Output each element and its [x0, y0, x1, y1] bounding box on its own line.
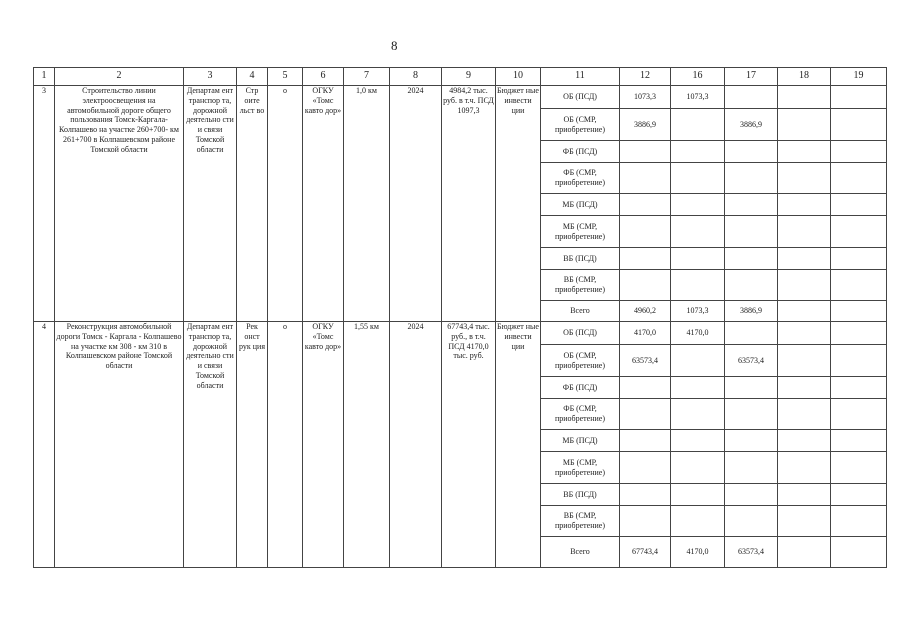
- project-name: Реконструкция автомобильной дороги Томск - Каргала - Колпашево на участке км 308 - км 310 в Колпашевском районе Томской области: [55, 322, 184, 568]
- value-col-19: [831, 506, 887, 537]
- value-col-18: [778, 506, 831, 537]
- value-col-12: [620, 163, 671, 194]
- value-col-16: [671, 452, 725, 484]
- value-col-18: [778, 322, 831, 345]
- value-col-16: [671, 163, 725, 194]
- table-row: [34, 86, 887, 109]
- header-cell: 2: [55, 68, 184, 86]
- value-col-19: [831, 322, 887, 345]
- value-col-17: [725, 322, 778, 345]
- header-cell: 10: [496, 68, 541, 86]
- funding-source: ВБ (ПСД): [541, 484, 620, 506]
- value-col-16: [671, 430, 725, 452]
- funding-source: Всего: [541, 537, 620, 568]
- value-col-16: 1073,3: [671, 86, 725, 109]
- value-col-19: [831, 141, 887, 163]
- header-cell: 8: [390, 68, 442, 86]
- value-col-19: [831, 163, 887, 194]
- value-col-16: [671, 270, 725, 301]
- value-col-18: [778, 270, 831, 301]
- row-number: 4: [34, 322, 55, 568]
- header-cell: 11: [541, 68, 620, 86]
- value-col-18: [778, 345, 831, 377]
- value-col-16: [671, 109, 725, 141]
- value-col-16: [671, 399, 725, 430]
- header-cell: 9: [442, 68, 496, 86]
- investment-table: [33, 67, 887, 568]
- value-col-17: [725, 270, 778, 301]
- executor: ОГКУ «Томс кавто дор»: [303, 322, 344, 568]
- value-col-16: [671, 248, 725, 270]
- value-col-18: [778, 452, 831, 484]
- header-cell: 6: [303, 68, 344, 86]
- value-col-12: [620, 452, 671, 484]
- funding-source: МБ (СМР, приобретение): [541, 216, 620, 248]
- value-col-12: 3886,9: [620, 109, 671, 141]
- value-col-17: [725, 377, 778, 399]
- funding-source: ВБ (СМР, приобретение): [541, 506, 620, 537]
- header-cell: 19: [831, 68, 887, 86]
- value-col-17: 63573,4: [725, 537, 778, 568]
- value-col-17: [725, 248, 778, 270]
- value-col-18: [778, 163, 831, 194]
- value-col-18: [778, 194, 831, 216]
- value-col-19: [831, 301, 887, 322]
- header-cell: 7: [344, 68, 390, 86]
- customer: Департам ент транспор та, дорожной деятельно сти и связи Томской области: [184, 86, 237, 322]
- funding-source: ОБ (ПСД): [541, 322, 620, 345]
- header-cell: 5: [268, 68, 303, 86]
- header-cell: 16: [671, 68, 725, 86]
- work-type: Рек онст рук ция: [237, 322, 268, 568]
- value-col-18: [778, 86, 831, 109]
- value-col-18: [778, 399, 831, 430]
- value-col-12: [620, 194, 671, 216]
- value-col-19: [831, 537, 887, 568]
- value-col-19: [831, 377, 887, 399]
- value-col-12: [620, 270, 671, 301]
- work-type: Стр оите льст во: [237, 86, 268, 322]
- value-col-19: [831, 345, 887, 377]
- funding-source: МБ (ПСД): [541, 194, 620, 216]
- value-col-16: 1073,3: [671, 301, 725, 322]
- value-col-12: [620, 248, 671, 270]
- value-col-16: 4170,0: [671, 537, 725, 568]
- value-col-18: [778, 301, 831, 322]
- value-col-17: [725, 452, 778, 484]
- header-cell: 17: [725, 68, 778, 86]
- value-col-18: [778, 537, 831, 568]
- value-col-12: [620, 484, 671, 506]
- value-col-12: [620, 506, 671, 537]
- funding-source: МБ (ПСД): [541, 430, 620, 452]
- project-name: Строительство линии электроосвещения на автомобильной дороге общего пользования Томск-Каргала-Колпашево на участке 260+700- км 261+700 в Колпашевском районе Томской области: [55, 86, 184, 322]
- value-col-17: [725, 430, 778, 452]
- funding-source: ВБ (СМР, приобретение): [541, 270, 620, 301]
- value-col-12: 4170,0: [620, 322, 671, 345]
- value-col-17: [725, 506, 778, 537]
- value-col-18: [778, 248, 831, 270]
- column-5-value: о: [268, 322, 303, 568]
- value-col-17: [725, 216, 778, 248]
- funding-source: ОБ (СМР, приобретение): [541, 345, 620, 377]
- executor: ОГКУ «Томс кавто дор»: [303, 86, 344, 322]
- total-cost: 67743,4 тыс. руб., в т.ч. ПСД 4170,0 тыс. руб.: [442, 322, 496, 568]
- funding-source: ФБ (ПСД): [541, 377, 620, 399]
- value-col-16: [671, 216, 725, 248]
- value-col-19: [831, 248, 887, 270]
- funding-source: Всего: [541, 301, 620, 322]
- value-col-16: [671, 506, 725, 537]
- value-col-17: [725, 484, 778, 506]
- value-col-16: [671, 345, 725, 377]
- value-col-17: [725, 194, 778, 216]
- value-col-16: [671, 377, 725, 399]
- value-col-16: [671, 484, 725, 506]
- funding-source: ФБ (СМР, приобретение): [541, 399, 620, 430]
- value-col-17: [725, 86, 778, 109]
- investment-type: Бюджет ные инвести ции: [496, 86, 541, 322]
- header-cell: 18: [778, 68, 831, 86]
- value-col-12: [620, 430, 671, 452]
- value-col-19: [831, 109, 887, 141]
- column-5-value: о: [268, 86, 303, 322]
- value-col-12: 63573,4: [620, 345, 671, 377]
- funding-source: ВБ (ПСД): [541, 248, 620, 270]
- value-col-19: [831, 399, 887, 430]
- value-col-18: [778, 430, 831, 452]
- value-col-19: [831, 216, 887, 248]
- value-col-16: 4170,0: [671, 322, 725, 345]
- length: 1,0 км: [344, 86, 390, 322]
- customer: Департам ент транспор та, дорожной деятельно сти и связи Томской области: [184, 322, 237, 568]
- value-col-17: 3886,9: [725, 301, 778, 322]
- value-col-19: [831, 430, 887, 452]
- value-col-12: [620, 399, 671, 430]
- total-cost: 4984,2 тыс. руб. в т.ч. ПСД 1097,3: [442, 86, 496, 322]
- value-col-12: [620, 216, 671, 248]
- value-col-18: [778, 484, 831, 506]
- value-col-18: [778, 109, 831, 141]
- header-row: [34, 68, 887, 86]
- value-col-19: [831, 452, 887, 484]
- funding-source: МБ (СМР, приобретение): [541, 452, 620, 484]
- value-col-19: [831, 484, 887, 506]
- investment-type: Бюджет ные инвести ции: [496, 322, 541, 568]
- value-col-18: [778, 377, 831, 399]
- table-row: [34, 322, 887, 345]
- value-col-17: [725, 163, 778, 194]
- value-col-18: [778, 216, 831, 248]
- value-col-12: 67743,4: [620, 537, 671, 568]
- value-col-12: [620, 377, 671, 399]
- value-col-17: 63573,4: [725, 345, 778, 377]
- value-col-17: [725, 141, 778, 163]
- header-cell: 1: [34, 68, 55, 86]
- value-col-12: [620, 141, 671, 163]
- value-col-19: [831, 86, 887, 109]
- page-number: 8: [391, 38, 398, 53]
- funding-source: ОБ (ПСД): [541, 86, 620, 109]
- header-cell: 3: [184, 68, 237, 86]
- value-col-17: [725, 399, 778, 430]
- value-col-12: 4960,2: [620, 301, 671, 322]
- value-col-12: 1073,3: [620, 86, 671, 109]
- length: 1,55 км: [344, 322, 390, 568]
- row-number: 3: [34, 86, 55, 322]
- year: 2024: [390, 86, 442, 322]
- funding-source: ОБ (СМР, приобретение): [541, 109, 620, 141]
- value-col-18: [778, 141, 831, 163]
- value-col-16: [671, 141, 725, 163]
- funding-source: ФБ (ПСД): [541, 141, 620, 163]
- year: 2024: [390, 322, 442, 568]
- value-col-16: [671, 194, 725, 216]
- header-cell: 12: [620, 68, 671, 86]
- funding-source: ФБ (СМР, приобретение): [541, 163, 620, 194]
- value-col-19: [831, 194, 887, 216]
- value-col-19: [831, 270, 887, 301]
- header-cell: 4: [237, 68, 268, 86]
- value-col-17: 3886,9: [725, 109, 778, 141]
